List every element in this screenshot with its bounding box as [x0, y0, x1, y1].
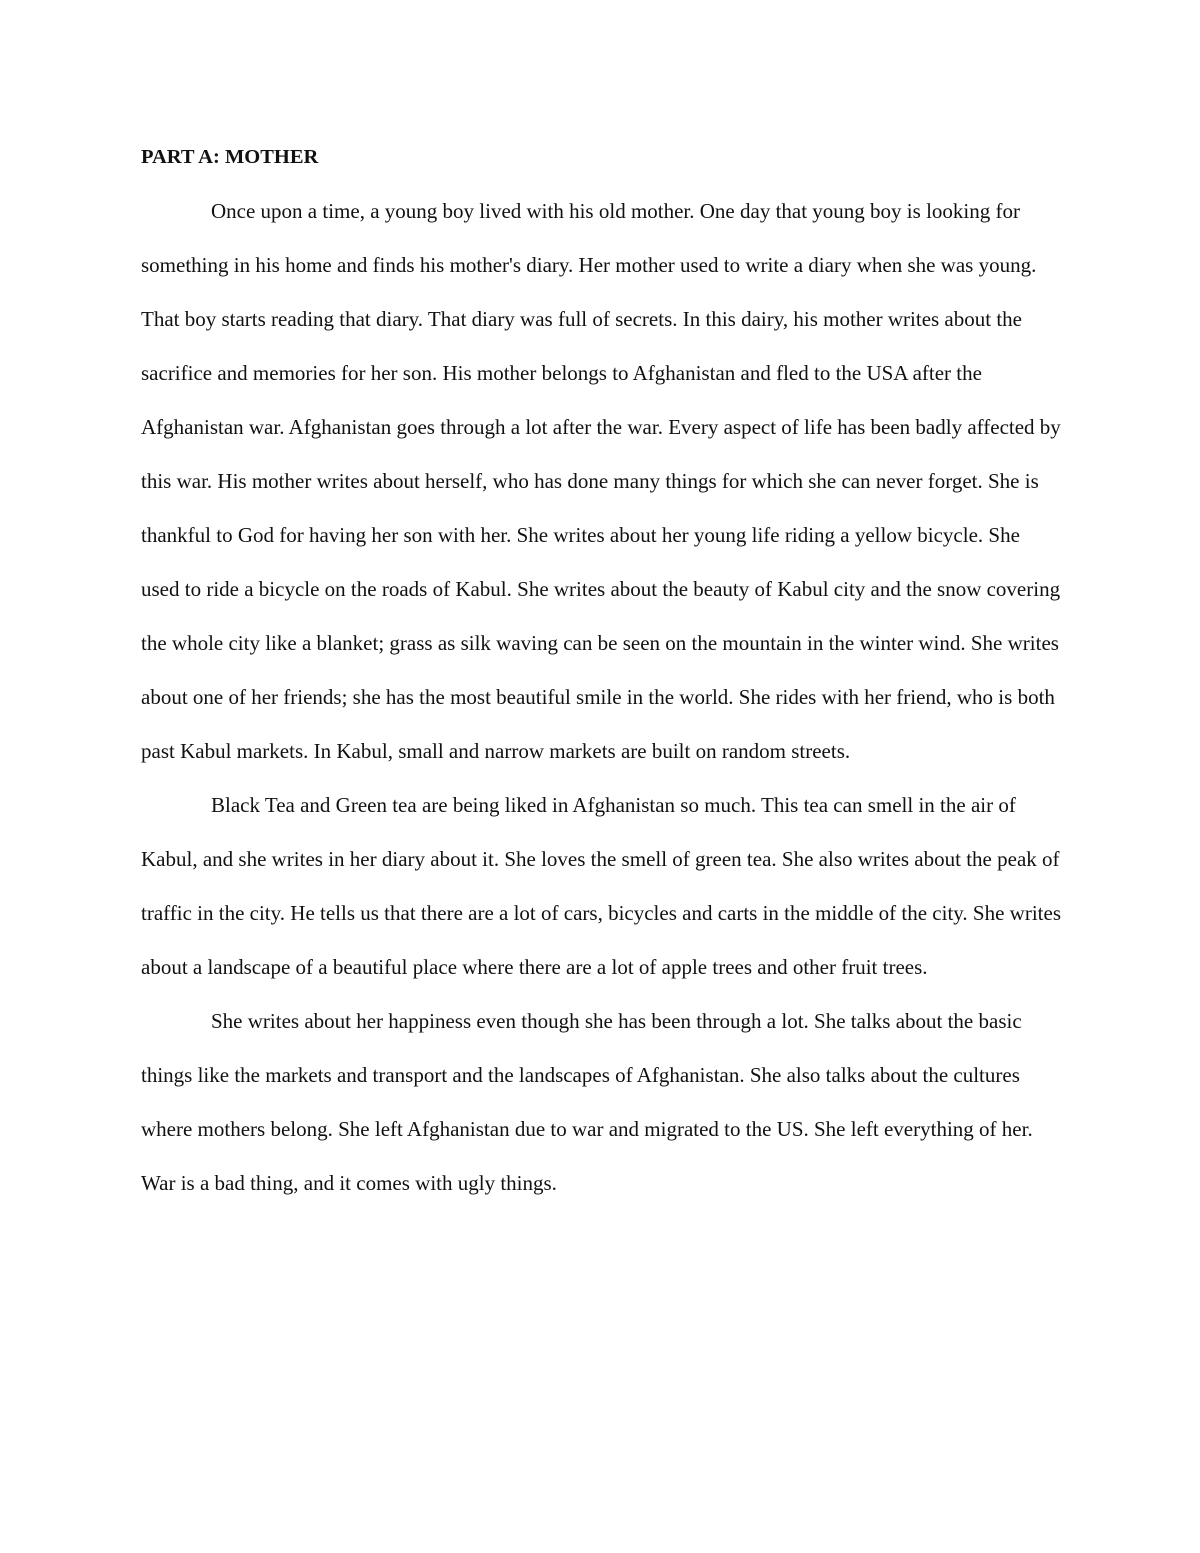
paragraph-3: She writes about her happiness even though she has been through a lot. She talks about the basic things like the markets and transport and the landscapes of Afghanistan. She also talks about the cultures where mothers belong. She left Afghanistan due to war and migrated to the US. She left everything of her. War is a bad thing, and it comes with ugly things.: [141, 1009, 1033, 1195]
paragraph-2: Black Tea and Green tea are being liked in Afghanistan so much. This tea can smell in the air of Kabul, and she writes in her diary about it. She loves the smell of green tea. She also writes about the peak of traffic in the city. He tells us that there are a lot of cars, bicycles and carts in the middle of the city. She writes about a landscape of a beautiful place where there are a lot of apple trees and other fruit trees.: [141, 793, 1061, 979]
document-body: [141, 130, 1061, 1210]
section-heading: PART A: MOTHER: [141, 146, 319, 168]
paragraph-1: Once upon a time, a young boy lived with his old mother. One day that young boy is looking for something in his home and finds his mother's diary. Her mother used to write a diary when she was young. That boy starts reading that diary. That diary was full of secrets. In this dairy, his mother writes about the sacrifice and memories for her son. His mother belongs to Afghanistan and fled to the USA after the Afghanistan war. Afghanistan goes through a lot after the war. Every aspect of life has been badly affected by this war. His mother writes about herself, who has done many things for which she can never forget. She is thankful to God for having her son with her. She writes about her young life riding a yellow bicycle. She used to ride a bicycle on the roads of Kabul. She writes about the beauty of Kabul city and the snow covering the whole city like a blanket; grass as silk waving can be seen on the mountain in the winter wind. She writes about one of her friends; she has the most beautiful smile in the world. She rides with her friend, who is both past Kabul markets. In Kabul, small and narrow markets are built on random streets.: [141, 199, 1061, 763]
